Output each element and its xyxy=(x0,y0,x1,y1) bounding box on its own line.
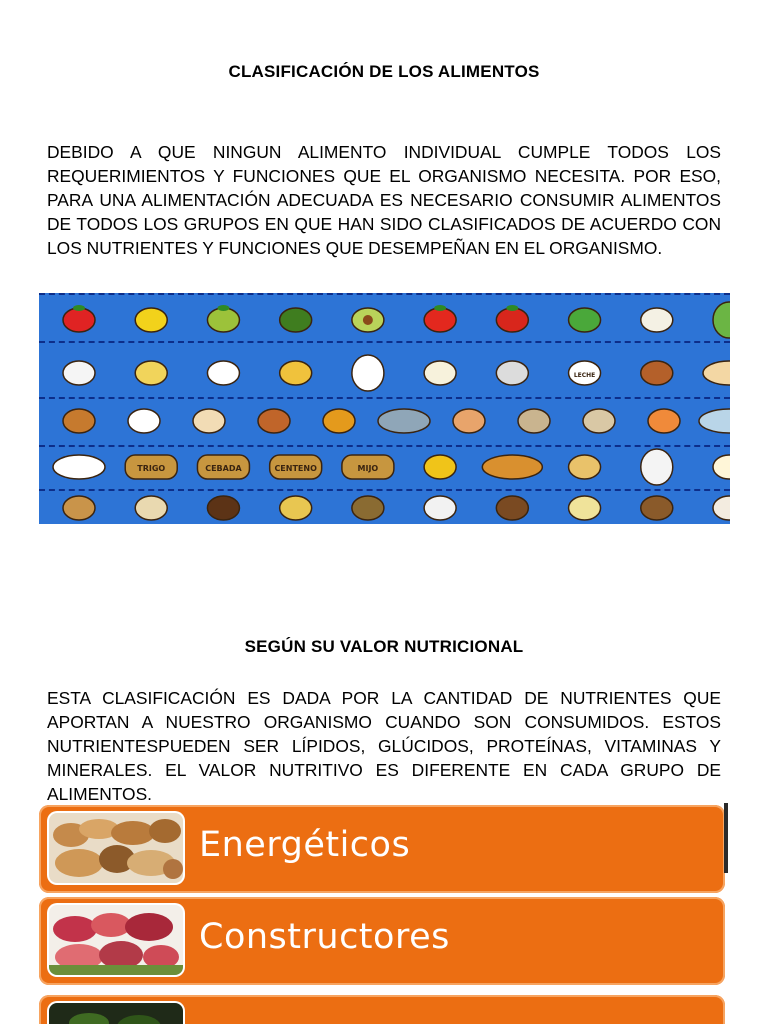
cheese-icon xyxy=(280,361,312,385)
pear-icon xyxy=(207,305,239,332)
barley-sack-icon xyxy=(197,455,249,479)
jar-icon xyxy=(641,361,673,385)
chicken-icon xyxy=(63,409,95,433)
yogurt-icon xyxy=(207,361,239,385)
beans-icon xyxy=(207,496,239,520)
strawberry-icon xyxy=(63,305,95,332)
milk-jug-icon xyxy=(63,361,95,385)
flan-icon xyxy=(424,361,456,385)
honey-icon xyxy=(323,409,355,433)
garlic-icon xyxy=(424,496,456,520)
peanuts-icon xyxy=(135,496,167,520)
wheat-sack-icon xyxy=(125,455,177,479)
rye-sack-icon xyxy=(270,455,322,479)
banana-icon xyxy=(135,308,167,332)
intro-paragraph: DEBIDO A QUE NINGUN ALIMENTO INDIVIDUAL CUMPLE TODOS LOS REQUERIMIENTOS Y FUNCIONES QUE EL ORGANISMO NECESITA. POR ESO, PARA UNA ALIMENTACIÓN ADECUADA ES NECESARIO CONSUMIR ALIMENTOS DE TODOS LOS GRUPOS EN QUE HAN SIDO CLASIFICADOS DE ACUERDO CON LOS NUTRIENTES Y FUNCIONES QUE DESEMPEÑAN EN EL ORGANISMO. xyxy=(47,142,721,258)
sack-label: TRIGO xyxy=(137,464,166,473)
asparagus-icon xyxy=(713,302,730,338)
category-card-3 xyxy=(39,995,725,1024)
popcorn-icon xyxy=(713,455,730,479)
lentils-icon xyxy=(352,496,384,520)
corn-icon xyxy=(424,455,456,479)
sack-label: MIJO xyxy=(357,464,379,473)
pasta-icon xyxy=(569,455,601,479)
cow-icon xyxy=(128,409,160,433)
chickpeas-icon xyxy=(280,496,312,520)
nuts-icon xyxy=(496,496,528,520)
pepper-icon xyxy=(496,305,528,332)
almond-icon xyxy=(713,496,730,520)
rice-icon xyxy=(53,455,105,479)
food-icons xyxy=(39,293,730,524)
cheese-grater-icon xyxy=(496,361,528,385)
butter-icon xyxy=(135,361,167,385)
bread-basket-icon xyxy=(49,813,183,883)
category-cards xyxy=(39,803,728,1024)
cereal-box-icon xyxy=(641,449,673,485)
clam-icon xyxy=(518,409,550,433)
category-card-constructores xyxy=(39,897,725,985)
sack-label: CENTENO xyxy=(274,464,317,473)
food-illustration xyxy=(39,293,730,524)
category-label: Constructores xyxy=(199,917,450,957)
sardines-icon xyxy=(378,409,430,433)
sack-label: CEBADA xyxy=(205,464,242,473)
milk-box-label: LECHE xyxy=(573,372,596,379)
category-card-energeticos xyxy=(39,805,725,893)
milk-box-icon xyxy=(569,361,601,385)
octopus-icon xyxy=(453,409,485,433)
avocado-icon xyxy=(280,308,312,332)
cake-icon xyxy=(703,361,730,385)
shrimp-icon xyxy=(648,409,680,433)
category-label: Energéticos xyxy=(199,825,411,865)
bread-icon xyxy=(482,455,542,479)
section-paragraph: ESTA CLASIFICACIÓN ES DADA POR LA CANTIDAD DE NUTRIENTES QUE APORTAN A NUESTRO ORGANISMO CUANDO SON CONSUMIDOS. ESTOS NUTRIENTESPUEDEN SER LÍPIDOS, GLÚCIDOS, PROTEÍNAS, VITAMINAS Y MINERALES. EL VALOR NUTRITIVO ES DIFERENTE EN CADA GRUPO DE ALIMENTOS. xyxy=(47,688,721,804)
section-title: SEGÚN SU VALOR NUTRICIONAL xyxy=(244,637,524,656)
mussel-icon xyxy=(583,409,615,433)
cauliflower-icon xyxy=(641,308,673,332)
cabbage-icon xyxy=(569,308,601,332)
milk-carton-icon xyxy=(352,355,384,391)
millet-sack-icon xyxy=(342,455,394,479)
hazelnuts-icon xyxy=(641,496,673,520)
tomato-icon xyxy=(424,305,456,332)
seeds-icon xyxy=(569,496,601,520)
avocado-half-icon xyxy=(352,308,384,332)
vegetables-icon xyxy=(49,1003,183,1024)
drumstick-icon xyxy=(258,409,290,433)
potato-icon xyxy=(63,496,95,520)
fish-icon xyxy=(699,409,730,433)
page-edge xyxy=(724,803,728,873)
meat-platter-icon xyxy=(49,905,183,975)
eggs-icon xyxy=(193,409,225,433)
page-title: CLASIFICACIÓN DE LOS ALIMENTOS xyxy=(228,62,540,81)
